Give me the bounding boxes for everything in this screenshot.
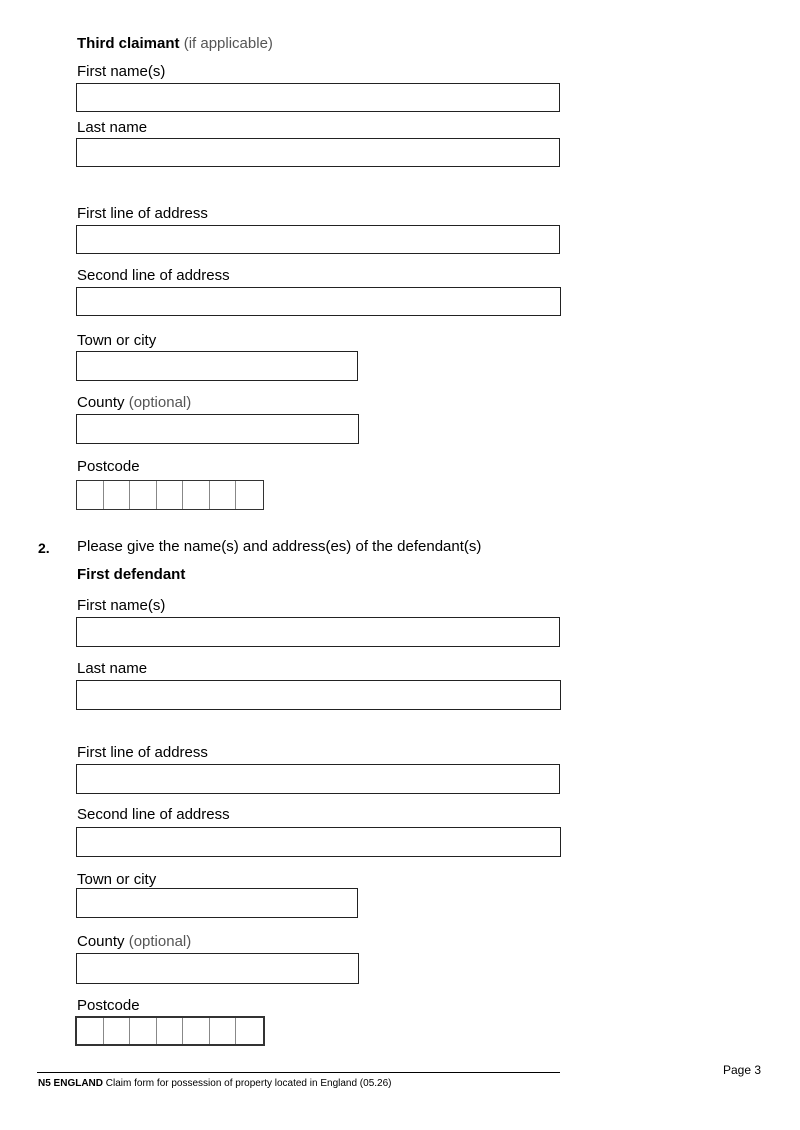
first-defendant-postcode-field[interactable] [75,1016,265,1046]
third-claimant-address-line1-field[interactable] [76,225,560,254]
postcode-box[interactable] [104,481,131,509]
postcode-box[interactable] [210,481,237,509]
third-claimant-address-line2-label: Second line of address [77,267,230,284]
third-claimant-heading [77,35,273,53]
postcode-box[interactable] [157,481,184,509]
first-defendant-heading: First defendant [77,566,186,583]
first-defendant-first-names-label: First name(s) [77,597,166,614]
postcode-box[interactable] [130,1018,157,1044]
first-defendant-county-note: (optional) [128,933,192,950]
question-text: Please give the name(s) and address(es) of the defendant(s) [77,538,482,555]
page-number: Page 3 [723,1063,762,1077]
third-claimant-county-label [77,394,191,412]
third-claimant-county-note: (optional) [128,394,192,411]
first-defendant-town-field[interactable] [76,888,358,918]
first-defendant-address-line1-field[interactable] [76,764,560,794]
postcode-box[interactable] [77,481,104,509]
third-claimant-town-field[interactable] [76,351,358,381]
third-claimant-postcode-label: Postcode [77,458,140,475]
third-claimant-last-name-field[interactable] [76,138,560,167]
footer-divider [37,1072,560,1073]
postcode-box[interactable] [183,1018,210,1044]
first-defendant-address-line2-field[interactable] [76,827,561,857]
postcode-box[interactable] [130,481,157,509]
footer-form-info [38,1078,392,1090]
footer-form-title: Claim form for possession of property located in England (05.26) [105,1078,392,1089]
first-defendant-first-names-field[interactable] [76,617,560,647]
postcode-box[interactable] [104,1018,131,1044]
footer-form-code: N5 ENGLAND [38,1078,104,1089]
first-defendant-last-name-field[interactable] [76,680,561,710]
third-claimant-county-field[interactable] [76,414,359,444]
postcode-box[interactable] [77,1018,104,1044]
first-defendant-postcode-label: Postcode [77,997,140,1014]
postcode-box[interactable] [157,1018,184,1044]
postcode-box[interactable] [183,481,210,509]
third-claimant-heading-text: Third claimant [77,35,180,52]
first-defendant-last-name-label: Last name [77,660,148,677]
postcode-box[interactable] [236,1018,263,1044]
question-number: 2. [38,540,50,556]
first-defendant-town-label: Town or city [77,871,157,888]
third-claimant-postcode-field[interactable] [76,480,264,510]
third-claimant-town-label: Town or city [77,332,157,349]
first-defendant-county-field[interactable] [76,953,359,984]
first-defendant-county-label [77,933,191,951]
first-defendant-address-line1-label: First line of address [77,744,208,761]
third-claimant-first-names-field[interactable] [76,83,560,112]
postcode-box[interactable] [236,481,263,509]
third-claimant-last-name-label: Last name [77,119,148,136]
third-claimant-county-label-text: County [77,394,125,411]
third-claimant-address-line2-field[interactable] [76,287,561,316]
postcode-box[interactable] [210,1018,237,1044]
third-claimant-first-names-label: First name(s) [77,63,166,80]
first-defendant-county-label-text: County [77,933,125,950]
first-defendant-address-line2-label: Second line of address [77,806,230,823]
third-claimant-heading-note: (if applicable) [183,35,273,52]
third-claimant-address-line1-label: First line of address [77,205,208,222]
